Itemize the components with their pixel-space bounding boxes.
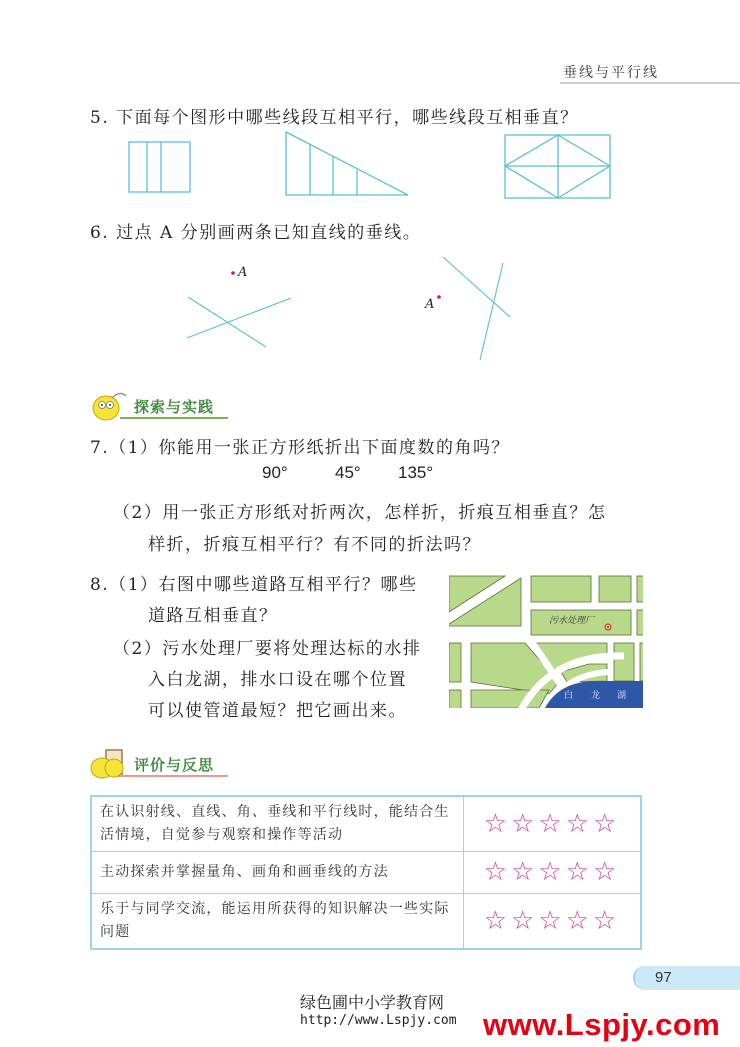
angle-list	[0, 463, 740, 485]
question-8-part2-line2: 入白龙湖，排水口设在哪个位置	[148, 670, 407, 690]
question-8-part1-line2: 道路互相垂直？	[148, 606, 278, 626]
line-2b	[480, 263, 503, 360]
question-7-part2-line1: （2）用一张正方形纸对折两次，怎样折，折痕互相垂直？怎	[113, 503, 607, 523]
star-rating[interactable]: ☆☆☆☆☆	[464, 796, 642, 852]
question-8-part2-line3: 可以使管道最短？把它画出来。	[148, 701, 407, 721]
lake-label-1: 白	[564, 691, 574, 701]
criterion-text: 主动探索并掌握量角、画角和画垂线的方法	[91, 852, 464, 894]
star-rating[interactable]: ☆☆☆☆☆	[464, 894, 642, 950]
table-row	[91, 796, 641, 852]
question-6-figures	[0, 250, 740, 380]
section-explore-title: 探索与实践	[134, 398, 215, 416]
watermark-big-url[interactable]: www.Lspjy.com	[483, 1007, 721, 1042]
point-a-1	[231, 271, 235, 275]
point-a-label-2: A	[425, 297, 435, 312]
criterion-text: 在认识射线、直线、角、垂线和平行线时，能结合生活情境，自觉参与观察和操作等活动	[91, 796, 464, 852]
section-reflect-title: 评价与反思	[134, 756, 215, 774]
watermark-url[interactable]: http://www.Lspjy.com	[300, 1013, 457, 1028]
section-reflect-rule	[120, 775, 228, 777]
lake-label-2: 龙	[591, 691, 601, 701]
line-1a	[188, 297, 266, 347]
question-8-part1-line1: 8.（1）右图中哪些道路互相平行？哪些	[90, 575, 418, 595]
evaluation-table	[90, 795, 642, 950]
question-7-part1: 7.（1）你能用一张正方形纸折出下面度数的角吗？	[90, 438, 511, 458]
question-7-part2-line2: 样折，折痕互相平行？有不同的折法吗？	[148, 535, 481, 555]
table-row	[91, 894, 641, 950]
line-1b	[187, 298, 291, 338]
angle-90: 90°	[262, 463, 288, 482]
point-a-2	[437, 295, 441, 299]
table-row	[91, 852, 641, 894]
question-8-part2-line1: （2）污水处理厂要将处理达标的水排	[113, 639, 422, 659]
road-map	[449, 574, 643, 708]
criterion-text: 乐于与同学交流，能运用所获得的知识解决一些实际问题	[91, 894, 464, 950]
section-explore-header	[90, 390, 230, 420]
point-a-label-1: A	[238, 265, 248, 280]
line-2a	[443, 257, 510, 317]
question-5-figures	[0, 0, 740, 210]
lake-label-3: 湖	[617, 691, 627, 701]
factory-label: 污水处理厂	[549, 616, 595, 626]
question-5-text: 5. 下面每个图形中哪些线段互相平行，哪些线段互相垂直？	[90, 108, 579, 128]
angle-45: 45°	[335, 463, 361, 482]
figure-triangle	[286, 132, 408, 195]
page-number: 97	[655, 969, 672, 986]
question-6-text: 6. 过点 A 分别画两条已知直线的垂线。	[90, 223, 422, 243]
section-explore-rule	[120, 417, 228, 419]
figure-rectangle	[129, 142, 190, 192]
page-number-tab	[633, 966, 740, 990]
figure-rectangle-rhombus	[505, 135, 610, 198]
angle-135: 135°	[398, 463, 434, 482]
star-rating[interactable]: ☆☆☆☆☆	[464, 852, 642, 894]
chapter-title: 垂线与平行线	[563, 65, 659, 81]
section-reflect-header	[90, 748, 230, 778]
watermark-site-name: 绿色圃中小学教育网	[300, 993, 445, 1012]
